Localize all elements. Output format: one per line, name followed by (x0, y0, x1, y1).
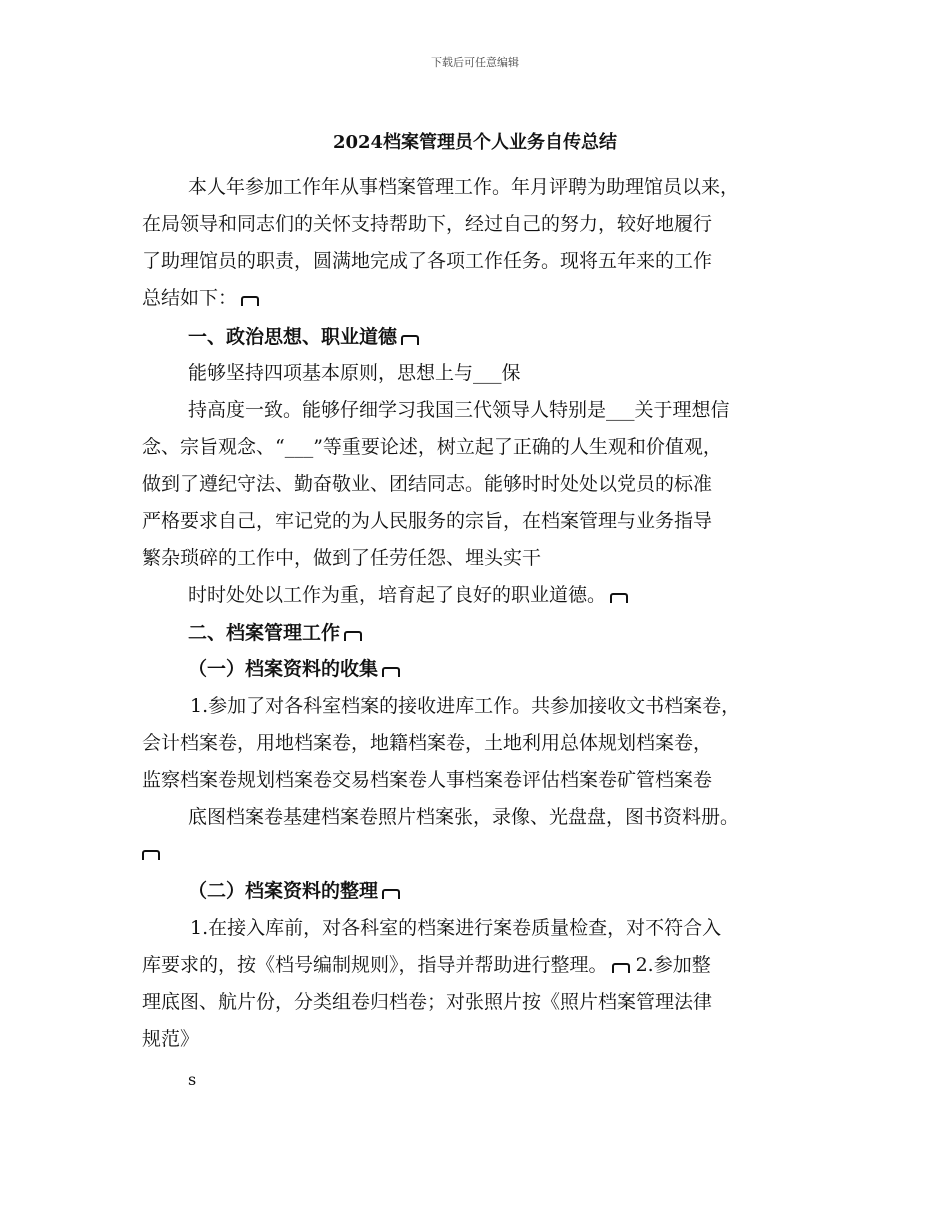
document-title: 2024档案管理员个人业务自传总结 (332, 132, 618, 153)
paragraph-line: 总结如下： (142, 285, 259, 311)
header-note: 下载后可任意编辑 (431, 56, 519, 69)
section-heading: 一、政治思想、职业道德 (188, 324, 419, 350)
paragraph-line: 在局领导和同志们的关怀支持帮助下，经过自己的努力，较好地履行 (142, 213, 713, 235)
paragraph-line: 了助理馆员的职责，圆满地完成了各项工作任务。现将五年来的工作 (142, 250, 713, 272)
paragraph-line: 库要求的，按《档号编制规则》，指导并帮助进行整理。 2.参加整 (142, 954, 711, 976)
paragraph-line: 能够坚持四项基本原则，思想上与___保 (188, 362, 521, 384)
paragraph-line: 繁杂琐碎的工作中，做到了任劳任怨、埋头实干 (142, 547, 542, 569)
section-heading: 二、档案管理工作 (188, 620, 362, 646)
paragraph-line: 监察档案卷规划档案卷交易档案卷人事档案卷评估档案卷矿管档案卷 (142, 769, 713, 791)
paragraph-mark-icon (344, 631, 362, 641)
paragraph-line: 做到了遵纪守法、勤奋敬业、团结同志。能够时时处处以党员的标准 (142, 473, 713, 495)
paragraph-line: 本人年参加工作年从事档案管理工作。年月评聘为助理馆员以来， (188, 176, 740, 198)
paragraph-line: 严格要求自己，牢记党的为人民服务的宗旨，在档案管理与业务指导 (142, 510, 713, 532)
paragraph-line: 1.在接入库前，对各科室的档案进行案卷质量检查，对不符合入 (190, 917, 722, 939)
paragraph-mark-icon (612, 963, 630, 973)
paragraph-line: 念、宗旨观念、“___”等重要论述，树立起了正确的人生观和价值观， (142, 436, 722, 458)
paragraph-line: 底图档案卷基建档案卷照片档案张，录像、光盘盘，图书资料册。 (188, 806, 740, 828)
paragraph-line: 理底图、航片份，分类组卷归档卷；对张照片按《照片档案管理法律 (142, 991, 713, 1013)
paragraph-line: 持高度一致。能够仔细学习我国三代领导人特别是___关于理想信 (188, 399, 730, 421)
subsection-heading: （二）档案资料的整理 (188, 878, 400, 904)
subsection-heading: （一）档案资料的收集 (188, 656, 400, 682)
paragraph-mark-icon (401, 335, 419, 345)
paragraph-mark-icon (382, 889, 400, 899)
paragraph-mark-icon (610, 593, 628, 603)
paragraph-line: 1.参加了对各科室档案的接收进库工作。共参加接收文书档案卷， (190, 695, 741, 717)
paragraph-mark-icon (142, 850, 160, 860)
paragraph-line: 会计档案卷，用地档案卷，地籍档案卷，土地利用总体规划档案卷， (142, 732, 713, 754)
paragraph-line: 规范》 (142, 1028, 200, 1050)
paragraph-mark-icon (241, 296, 259, 306)
paragraph-line: 时时处处以工作为重，培育起了良好的职业道德。 (188, 582, 628, 608)
stray-character: s (188, 1070, 197, 1089)
paragraph-mark-icon (382, 667, 400, 677)
